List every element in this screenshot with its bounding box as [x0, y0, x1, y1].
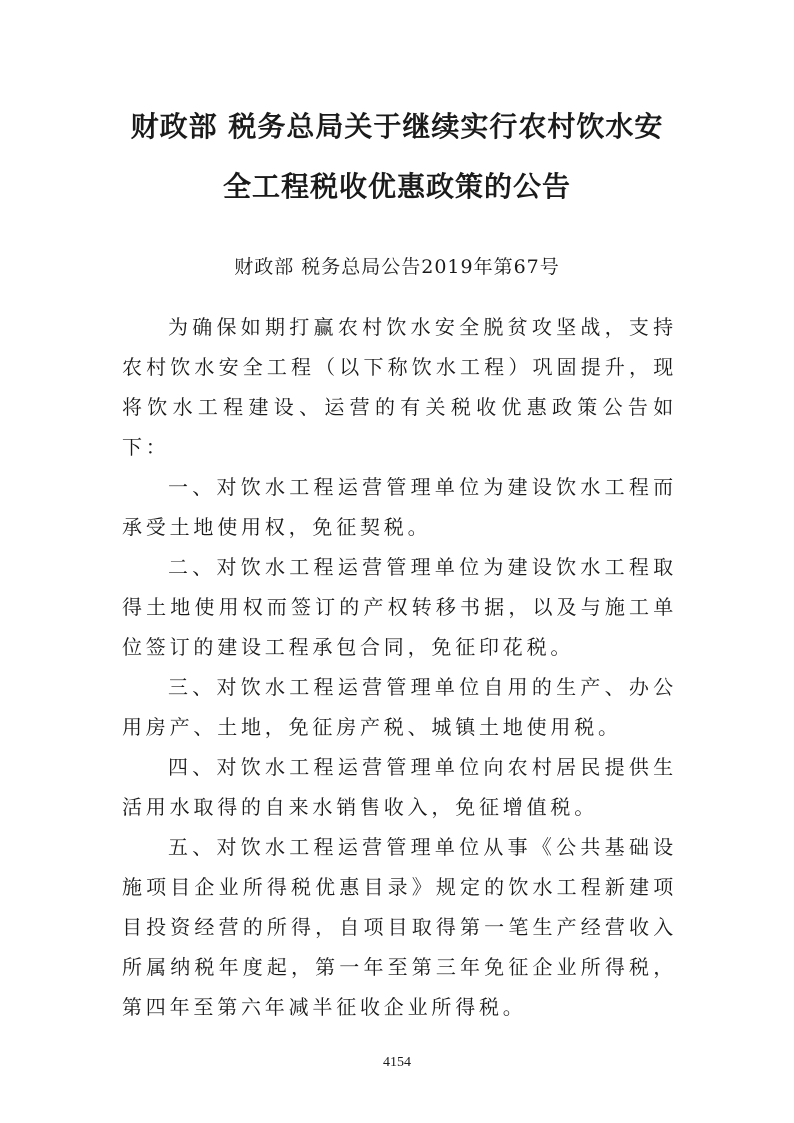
page-number: 4154	[383, 1055, 411, 1070]
policy-item-5: 五、对饮水工程运营管理单位从事《公共基础设施项目企业所得税优惠目录》规定的饮水工程新建项目投资经营的所得，自项目取得第一笔生产经营收入所属纳税年度起，第一年至第三年免征企业所得税，第四年至第六年减半征收企业所得税。	[122, 835, 677, 1019]
policy-item-2: 二、对饮水工程运营管理单位为建设饮水工程取得土地使用权而签订的产权转移书据，以及与施工单位签订的建设工程承包合同，免征印花税。	[122, 555, 677, 659]
policy-item-3: 三、对饮水工程运营管理单位自用的生产、办公用房产、土地，免征房产税、城镇土地使用税。	[122, 675, 677, 739]
document-title-line-2: 全工程税收优惠政策的公告	[222, 170, 571, 203]
policy-item-1: 一、对饮水工程运营管理单位为建设饮水工程而承受土地使用权，免征契税。	[122, 475, 677, 539]
announcement-number: 财政部 税务总局公告2019年第67号	[234, 256, 560, 278]
document-body	[122, 307, 677, 1027]
policy-item-4: 四、对饮水工程运营管理单位向农村居民提供生活用水取得的自来水销售收入，免征增值税。	[122, 755, 677, 819]
intro-paragraph: 为确保如期打赢农村饮水安全脱贫攻坚战，支持农村饮水安全工程（以下称饮水工程）巩固提升，现将饮水工程建设、运营的有关税收优惠政策公告如下：	[122, 315, 677, 459]
document-title-line-1: 财政部 税务总局关于继续实行农村饮水安	[130, 110, 664, 143]
